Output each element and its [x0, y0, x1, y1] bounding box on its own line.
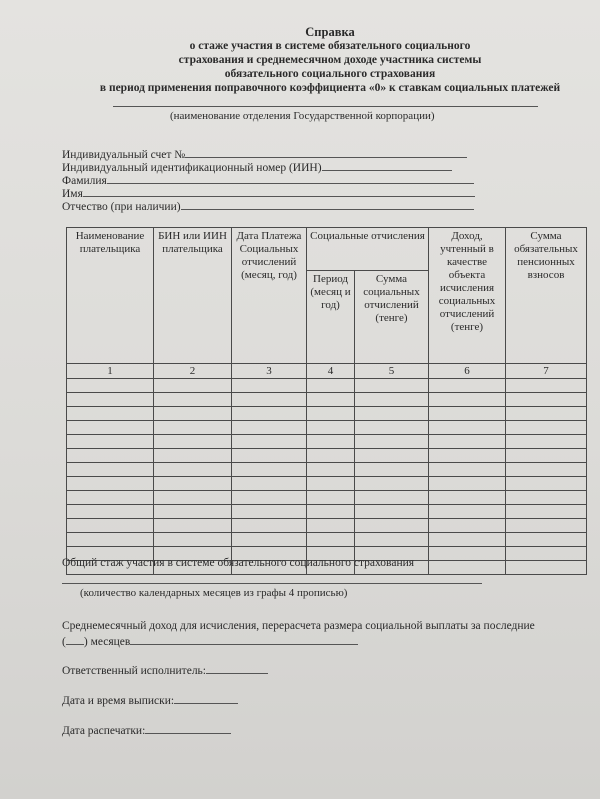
table-cell [429, 379, 506, 393]
name-line [83, 185, 475, 197]
table-row [67, 393, 587, 407]
department-caption: (наименование отделения Государственной корпорации) [170, 110, 435, 122]
table-cell [232, 505, 307, 519]
table-cell [429, 561, 506, 575]
document-title [60, 25, 600, 95]
table-row [67, 491, 587, 505]
table-cell [506, 393, 587, 407]
table-row [67, 463, 587, 477]
table-cell [232, 393, 307, 407]
table-cell [429, 463, 506, 477]
table-cell [506, 463, 587, 477]
header-income: Доход, учтенный в качестве объекта исчисления социальных отчислений (тенге) [429, 228, 506, 364]
table-cell [67, 435, 154, 449]
table-cell [232, 407, 307, 421]
responsible-line [206, 662, 268, 674]
table-cell [232, 421, 307, 435]
table-row [67, 449, 587, 463]
table-cell [506, 407, 587, 421]
header-period: Период (месяц и год) [307, 271, 355, 364]
title-line: страхования и среднемесячном доходе участника системы [178, 54, 482, 66]
table-cell [429, 449, 506, 463]
field-label: Индивидуальный счет № [62, 149, 186, 161]
table-row [67, 421, 587, 435]
table-cell [429, 547, 506, 561]
patronymic-field [62, 198, 474, 214]
table-header-row [67, 228, 587, 271]
table-cell [506, 491, 587, 505]
iin-line [322, 159, 452, 171]
header-payer-name: Наименование плательщика [67, 228, 154, 364]
table-cell [506, 547, 587, 561]
issue-datetime-label: Дата и время выписки: [62, 695, 175, 707]
table-cell [429, 533, 506, 547]
table-cell [67, 407, 154, 421]
table-cell [232, 435, 307, 449]
account-number-line [185, 146, 467, 158]
table-cell [429, 505, 506, 519]
responsible-field [62, 662, 268, 677]
months-label: месяцев [90, 636, 131, 648]
table-cell [506, 519, 587, 533]
table-cell [429, 491, 506, 505]
table-cell [355, 393, 429, 407]
table-cell [232, 519, 307, 533]
months-line [130, 633, 358, 645]
field-label: Отчество (при наличии) [62, 201, 181, 213]
table-cell [307, 379, 355, 393]
header-bin-iin: БИН или ИИН плательщика [154, 228, 232, 364]
table-cell [355, 477, 429, 491]
table-cell [154, 407, 232, 421]
header-payment-date: Дата Платежа Социальных отчислений (месяц, год) [232, 228, 307, 364]
title-line: обязательного социального страхования [224, 68, 436, 80]
column-number: 4 [307, 364, 355, 379]
table-cell [67, 379, 154, 393]
table-cell [355, 421, 429, 435]
table-cell [429, 519, 506, 533]
table-row [67, 519, 587, 533]
table-cell [355, 435, 429, 449]
table-cell [355, 379, 429, 393]
table-cell [67, 519, 154, 533]
months-blank [66, 633, 84, 645]
header-amount: Сумма социальных отчислений (тенге) [355, 271, 429, 364]
total-experience-caption: (количество календарных месяцев из графы 4 прописью) [80, 587, 348, 599]
average-income-months: ( ) месяцев [62, 633, 358, 648]
table-row [67, 505, 587, 519]
table-cell [307, 533, 355, 547]
table-cell [67, 491, 154, 505]
responsible-label: Ответственный исполнитель: [62, 665, 206, 677]
table-cell [506, 477, 587, 491]
table-cell [67, 533, 154, 547]
column-number: 2 [154, 364, 232, 379]
table-cell [429, 393, 506, 407]
total-experience-label: Общий стаж участия в системе обязательного социального страхования [62, 557, 415, 569]
table-cell [307, 449, 355, 463]
table-cell [232, 477, 307, 491]
table-cell [506, 421, 587, 435]
table-cell [232, 463, 307, 477]
field-label: Индивидуальный идентификационный номер (ИИН) [62, 162, 322, 174]
table-cell [307, 421, 355, 435]
table-cell [506, 561, 587, 575]
surname-line [107, 172, 474, 184]
table-cell [355, 505, 429, 519]
table-cell [154, 519, 232, 533]
table-cell [67, 449, 154, 463]
patronymic-line [181, 198, 474, 210]
print-date-line [145, 722, 231, 734]
header-pension: Сумма обязательных пенсионных взносов [506, 228, 587, 364]
total-experience-line [62, 583, 482, 584]
table-cell [506, 505, 587, 519]
table-cell [355, 407, 429, 421]
table-cell [67, 393, 154, 407]
title-line: в период применения поправочного коэффициента «0» к ставкам социальных платежей [99, 82, 561, 94]
table-cell [154, 421, 232, 435]
table-cell [307, 435, 355, 449]
table-cell [506, 435, 587, 449]
table-cell [154, 379, 232, 393]
title-line: о стаже участия в системе обязательного социального [189, 40, 471, 52]
average-income-text: Среднемесячный доход для исчисления, перерасчета размера социальной выплаты за последние [62, 620, 535, 632]
table-cell [232, 449, 307, 463]
table-cell [232, 491, 307, 505]
table-cell [154, 463, 232, 477]
table-cell [307, 505, 355, 519]
table-cell [355, 533, 429, 547]
print-date-field [62, 722, 231, 737]
table-row [67, 533, 587, 547]
table-cell [307, 519, 355, 533]
table-cell [506, 449, 587, 463]
field-label: Фамилия [62, 175, 107, 187]
column-number-row [67, 364, 587, 379]
print-date-label: Дата распечатки: [62, 725, 146, 737]
table-cell [154, 533, 232, 547]
column-number: 1 [67, 364, 154, 379]
table-cell [307, 491, 355, 505]
table-cell [154, 491, 232, 505]
table-row [67, 379, 587, 393]
table-row [67, 435, 587, 449]
table-cell [355, 449, 429, 463]
table-row [67, 407, 587, 421]
table-cell [232, 379, 307, 393]
table-cell [307, 407, 355, 421]
table-cell [67, 477, 154, 491]
column-number: 7 [506, 364, 587, 379]
table-cell [154, 449, 232, 463]
table-cell [154, 477, 232, 491]
table-cell [429, 421, 506, 435]
field-label: Имя [62, 188, 83, 200]
table-cell [154, 505, 232, 519]
issue-datetime-field [62, 692, 238, 707]
issue-datetime-line [174, 692, 238, 704]
table-cell [307, 477, 355, 491]
table-cell [307, 393, 355, 407]
table-cell [429, 407, 506, 421]
table-cell [506, 379, 587, 393]
column-number: 5 [355, 364, 429, 379]
table-cell [506, 533, 587, 547]
table-cell [232, 533, 307, 547]
table-cell [307, 463, 355, 477]
title-line: Справка [305, 25, 355, 39]
table-row [67, 477, 587, 491]
experience-table [66, 227, 587, 575]
table-cell [429, 477, 506, 491]
department-underline [113, 106, 538, 107]
column-number: 3 [232, 364, 307, 379]
column-number: 6 [429, 364, 506, 379]
table-cell [67, 421, 154, 435]
table-cell [355, 463, 429, 477]
table-cell [67, 505, 154, 519]
table-cell [429, 435, 506, 449]
table-cell [154, 393, 232, 407]
header-social-contributions: Социальные отчисления [307, 228, 429, 271]
table-cell [67, 463, 154, 477]
table-cell [355, 519, 429, 533]
table-cell [355, 491, 429, 505]
table-cell [154, 435, 232, 449]
